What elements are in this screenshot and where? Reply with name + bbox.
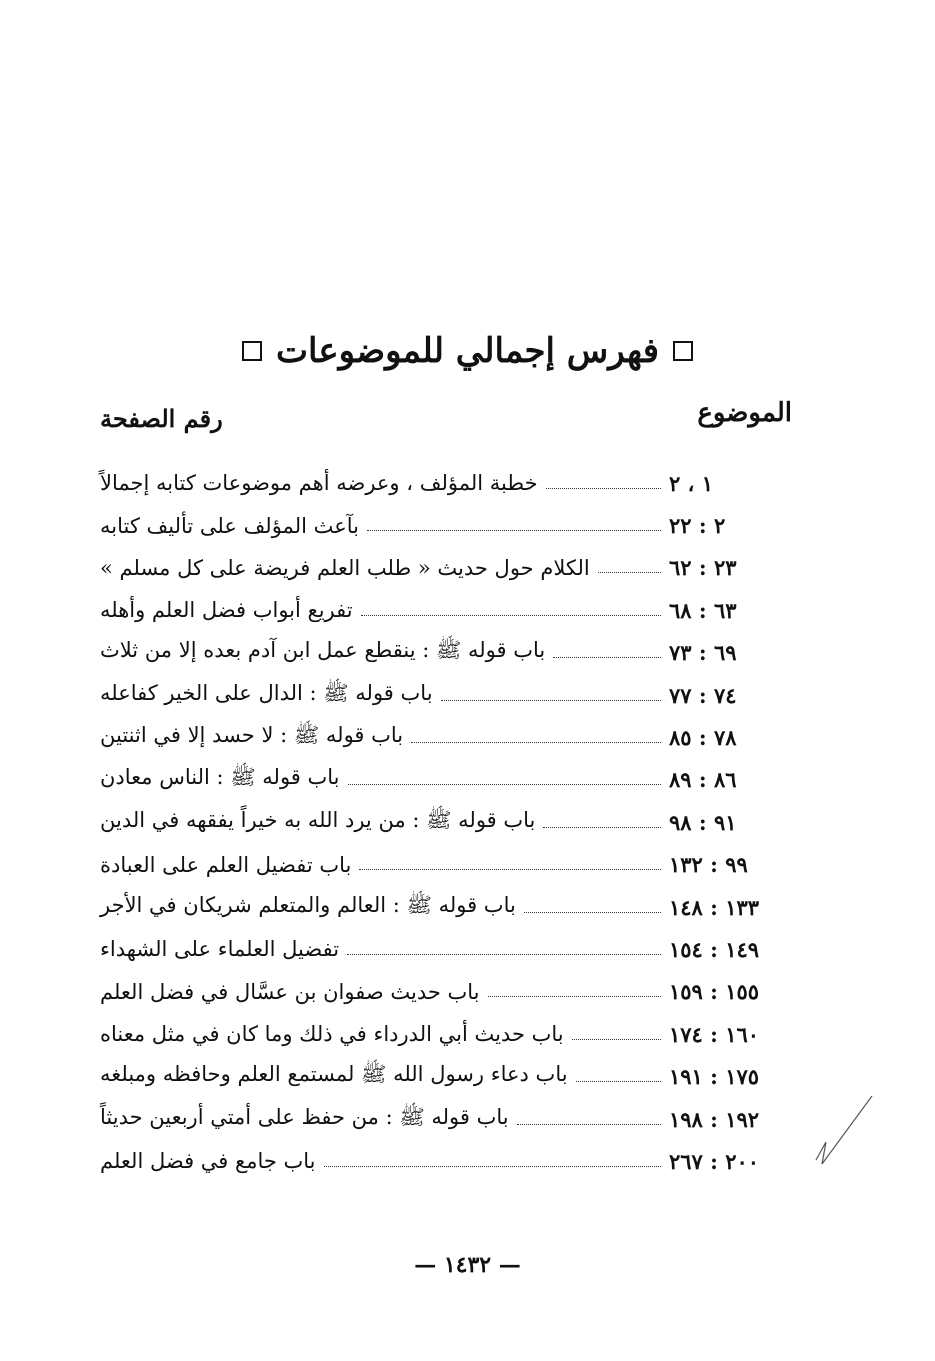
toc-row [100,971,797,1013]
toc-topic: بآعث المؤلف على تأليف كتابه [100,513,359,538]
toc-topic: باب قوله ﷺ : الناس معادن [100,765,340,790]
toc-pages: ٩٩ : ١٣٢ [669,852,748,878]
toc-row [100,632,797,674]
toc-pages: ٨٦ : ٨٩ [669,767,737,793]
toc-pages: ٦٩ : ٧٣ [669,640,737,666]
toc-pages: ٢ : ٢٢ [669,513,726,539]
square-ornament-icon [673,341,693,361]
dot-leader [441,700,661,701]
dot-leader [488,996,661,997]
toc-row [100,759,797,801]
toc-row [100,844,797,886]
toc-topic: باب دعاء رسول الله ﷺ لمستمع العلم وحافظه ومبلغه [100,1062,568,1087]
toc-pages: ٧٤ : ٧٧ [669,682,737,708]
toc-pages: ٢٠٠ : ٢٦٧ [669,1148,760,1174]
toc-row [100,1098,797,1140]
toc-row [100,462,797,504]
toc-pages: ١٧٥ : ١٩١ [669,1064,760,1090]
toc-row [100,589,797,631]
toc-pages: ١٤٩ : ١٥٤ [669,936,760,962]
toc-pages: ١٦٠ : ١٧٤ [669,1021,760,1047]
dot-leader [543,827,661,828]
toc-pages: ١٩٢ : ١٩٨ [669,1106,760,1132]
toc-row [100,504,797,546]
toc-row [100,547,797,589]
toc-pages: ٩١ : ٩٨ [669,809,737,835]
toc-topic: تفضيل العلماء على الشهداء [100,937,340,962]
toc-topic: باب قوله ﷺ : من حفظ على أمتي أربعين حديثاً [100,1104,509,1129]
pencil-mark-icon [812,1090,882,1170]
toc-pages: ١ ، ٢ [669,470,713,496]
toc-row [100,886,797,928]
toc-topic: خطبة المؤلف ، وعرضه أهم موضوعات كتابه إجمالاً [100,471,538,496]
dot-leader [348,784,661,785]
dot-leader [553,657,661,658]
toc-row [100,1013,797,1055]
dot-leader [524,912,661,913]
dot-leader [576,1081,661,1082]
dot-leader [572,1039,661,1040]
toc-topic: الكلام حول حديث « طلب العلم فريضة على كل مسلم » [100,555,590,580]
dot-leader [359,869,661,870]
toc-topic: باب قوله ﷺ : ينقطع عمل ابن آدم بعده إلا من ثلاث [100,638,546,663]
table-of-contents [100,462,797,1183]
toc-row [100,1055,797,1097]
toc-topic: باب قوله ﷺ : الدال على الخير كفاعله [100,680,433,705]
toc-topic: باب قوله ﷺ : العالم والمتعلم شريكان في الأجر [100,892,516,917]
toc-pages: ٢٣ : ٦٢ [669,555,737,581]
toc-row [100,674,797,716]
toc-topic: باب حديث أبي الدرداء في ذلك وما كان في مثل معناه [100,1022,564,1047]
toc-pages: ١٣٣ : ١٤٨ [669,894,760,920]
toc-row [100,801,797,843]
dot-leader [361,615,661,616]
toc-topic: باب قوله ﷺ : من يرد الله به خيراً يفقهه في الدين [100,807,536,832]
dot-leader [546,488,661,489]
toc-pages: ١٥٥ : ١٥٩ [669,979,760,1005]
column-header-topic: الموضوع [697,398,792,428]
dot-leader [598,572,661,573]
toc-row [100,1140,797,1182]
toc-row [100,928,797,970]
dot-leader [347,954,661,955]
toc-topic: تفريع أبواب فضل العلم وأهله [100,598,353,623]
toc-row [100,716,797,758]
toc-pages: ٦٣ : ٦٨ [669,597,737,623]
dot-leader [367,530,661,531]
dot-leader [411,742,661,743]
square-ornament-icon [242,341,262,361]
toc-topic: باب حديث صفوان بن عسَّال في فضل العلم [100,979,480,1004]
dot-leader [324,1166,661,1167]
toc-topic: باب تفضيل العلم على العبادة [100,852,352,877]
toc-topic: باب جامع في فضل العلم [100,1149,316,1174]
page-title: فهرس إجمالي للموضوعات [276,331,659,371]
toc-topic: باب قوله ﷺ : لا حسد إلا في اثنتين [100,723,404,748]
dot-leader [517,1124,661,1125]
page-number: — ١٤٣٢ — [414,1252,521,1278]
title-row [0,326,935,376]
column-header-page: رقم الصفحة [100,404,223,433]
toc-pages: ٧٨ : ٨٥ [669,725,737,751]
